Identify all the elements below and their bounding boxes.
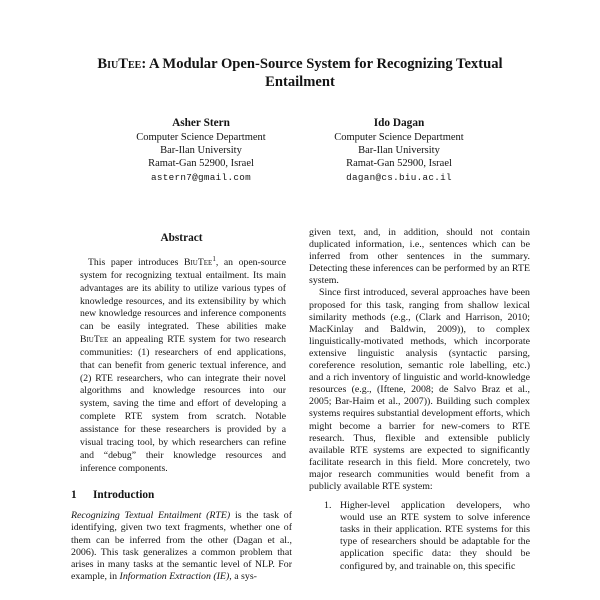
- author-1-email: astern7@gmail.com: [151, 172, 251, 183]
- section-number: 1: [71, 489, 77, 502]
- author-block-2: [289, 117, 509, 185]
- numbered-list-item-1: [309, 500, 530, 573]
- author-block-1: [91, 117, 311, 185]
- author-2-name: Ido Dagan: [373, 117, 425, 129]
- paper-title: BiuTee: A Modular Open-Source System for Recognizing Textual Entailment: [97, 56, 503, 90]
- author-1-affiliation-dept: Computer Science Department: [136, 132, 266, 143]
- introduction-paragraph: Recognizing Textual Entailment (RTE) is the task of identifying, given two text fragments, whether one of them can be inferred from the other (Dagan et al., 2006). This task generalizes a common problem that arises in many tasks at the semantic level of NLP. For example, in Information Extraction (IE), a sys-: [71, 510, 292, 582]
- right-paragraph-1: given text, and, in addition, should not contain duplicated information, i.e., sentences which can be inferred from other sentences in the summary. Detecting these inferences can be performed by an RTE system.: [309, 227, 530, 287]
- section-title: Introduction: [93, 489, 155, 502]
- author-1-affiliation-city: Ramat-Gan 52900, Israel: [148, 158, 254, 169]
- abstract-text: This paper introduces BiuTee$^1$, an open-source system for recognizing textual entailment. Its main advantages are its ability to utilize various types of knowledge resources, and its extensibility by which new knowledge resources and inference components can be easily integrated. These abilities make BiuTee an appealing RTE system for two research communities: (1) researchers of end applications, that can benefit from generic textual inference, and (2) RTE researchers, who can integrate their novel algorithms and knowledge resources into our system, saving the time and effort of developing a complete RTE system from scratch. Notable assistance for these researchers is provided by a visual tracing tool, by which researchers can refine and “debug” their knowledge resources and inference components.: [80, 254, 287, 474]
- author-2-email: dagan@cs.biu.ac.il: [346, 172, 452, 183]
- left-column: [71, 224, 292, 600]
- author-2-affiliation-city: Ramat-Gan 52900, Israel: [346, 158, 452, 169]
- right-column: [309, 224, 530, 600]
- author-2-affiliation-dept: Computer Science Department: [334, 132, 464, 143]
- author-2-affiliation-univ: Bar-Ilan University: [358, 145, 440, 156]
- right-paragraph-2: Since first introduced, several approaches have been proposed for this task, ranging from shallow lexical similarity methods (e.g., (Clark and Harrison, 2010; MacKinlay and Baldwin, 2009)), to complex linguistically-motivated methods, which incorporate extensive linguistic analysis (syntactic parsing, coreference resolution, semantic role labelling, etc.) and a rich inventory of linguistic and world-knowledge resources (e.g., (Iftene, 2008; de Salvo Braz et al., 2005; Bar-Haim et al., 2007)). Building such complex systems requires substantial development efforts, which might become a barrier for new-comers to RTE research. Thus, flexible and extensible publicly available RTE systems are expected to significantly facilitate research in this field. More concretely, two major research communities would benefit from a publicly available RTE system:: [309, 287, 530, 492]
- section-heading-introduction: [71, 489, 292, 501]
- list-item-text: Higher-level application developers, who would use an RTE system to solve inference tasks in their application. RTE systems for this type of researchers should be adaptable for the application specific data: they should be configured by, and trainable on, this specific: [340, 500, 530, 572]
- author-1-name: Asher Stern: [172, 117, 230, 129]
- abstract-heading: Abstract: [160, 232, 203, 244]
- list-item-number: 1.: [324, 500, 332, 512]
- author-1-affiliation-univ: Bar-Ilan University: [160, 145, 242, 156]
